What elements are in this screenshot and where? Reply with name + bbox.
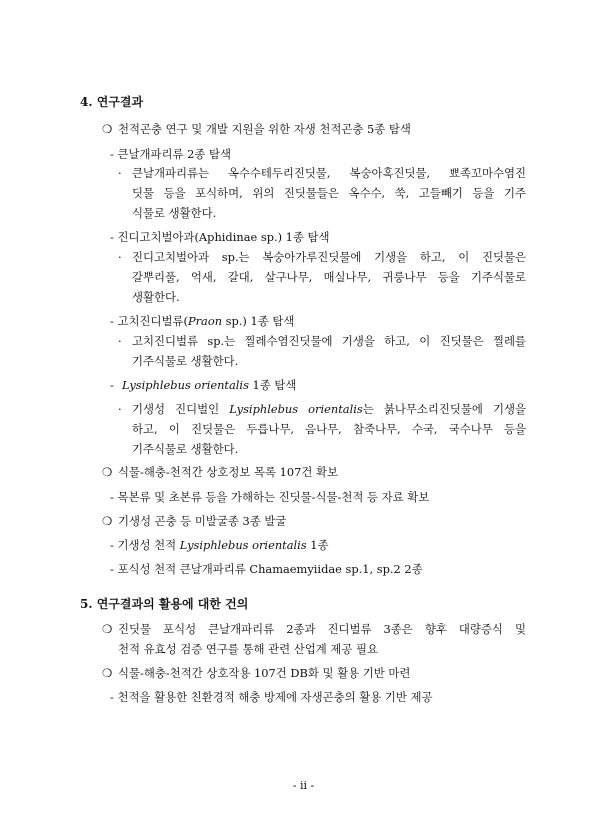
sec4-item3-sub1-species: Lysiphlebus orientalis — [179, 538, 307, 552]
sec4-sub4-line1-a: 기생성 진디벌인 — [132, 402, 230, 416]
sec4-sub4-dash: - — [110, 378, 114, 392]
sec4-sub3-bullet: · — [118, 334, 122, 348]
sec4-sub3-line2: 기주식물로 생활한다. — [132, 354, 239, 368]
sec4-sub3-label-a: - 고치진디벌류( — [110, 314, 188, 328]
sec5-item2 — [102, 665, 410, 681]
sec4-sub3-genus: Praon — [187, 314, 223, 328]
sec4-item3-text: 기생성 곤충 등 미발굴종 3종 발굴 — [118, 514, 287, 528]
sec4-sub4-line1 — [132, 401, 526, 417]
sec5-item2-text: 식물-해충-천적간 상호작용 107건 DB화 및 활용 기반 마련 — [118, 666, 411, 680]
sec4-item3-sub1-b: 1종 — [306, 538, 329, 552]
sec5-item2-sub1: - 천적을 활용한 친환경적 해충 방제에 자생곤충의 활용 기반 제공 — [110, 690, 433, 704]
sec4-sub4-label-b: 1종 탐색 — [248, 378, 297, 392]
sec4-sub1-line3: 식물로 생활한다. — [132, 206, 217, 220]
sec4-item1-text: 천적곤충 연구 및 개발 지원을 위한 자생 천적곤충 5종 탐색 — [118, 122, 411, 136]
section-4-heading: 4. 연구결과 — [80, 95, 144, 109]
sec4-item3-sub1-a: - 기생성 천적 — [110, 538, 180, 552]
sec4-sub3-label — [110, 313, 294, 329]
sec5-item1-bullet: ❍ — [102, 622, 113, 636]
sec4-sub4-line1-b: 는 붉나무소리진딧물에 기생을 — [362, 402, 526, 416]
circle-bullet-icon: ❍ — [102, 666, 113, 680]
sec4-sub1-line1: 큰날개파리류는 옥수수테두리진딧물, 복숭아혹진딧물, 뾰족꼬마수염진 — [132, 166, 526, 180]
sec4-sub3-line1: 고치진디벌류 sp.는 찔레수염진딧물에 기생을 하고, 이 진딧물은 찔레를 — [132, 334, 526, 348]
sec4-sub4-label — [110, 377, 296, 393]
sec5-item1-line1: 진딧물 포식성 큰날개파리류 2종과 진디벌류 3종은 향후 대량증식 및 — [118, 622, 526, 636]
sec4-item1 — [102, 121, 411, 137]
sec4-sub2-line1: 진디고치벌아과 sp.는 복숭아가루진딧물에 기생을 하고, 이 진딧물은 — [132, 250, 526, 264]
page-number: - ii - — [292, 779, 315, 792]
sec4-sub4-bullet: · — [118, 402, 122, 416]
sec4-sub4-line2: 하고, 이 진딧물은 두릅나무, 음나무, 참죽나무, 수국, 국수나무 등을 — [132, 422, 526, 436]
circle-bullet-icon: ❍ — [102, 122, 113, 136]
sec4-item3-sub1 — [110, 537, 329, 553]
sec4-item3-sub2: - 포식성 천적 큰날개파리류 Chamaemyiidae sp.1, sp.2 2종 — [110, 562, 423, 576]
sec4-sub2-label: - 진디고치벌아과(Aphidinae sp.) 1종 탐색 — [110, 230, 330, 244]
circle-bullet-icon: ❍ — [102, 514, 113, 528]
sec4-item2 — [102, 464, 338, 480]
section-5-heading: 5. 연구결과의 활용에 대한 건의 — [80, 597, 249, 611]
sec4-sub4-species: Lysiphlebus orientalis — [122, 378, 249, 392]
sec4-item2-sub1: - 목본류 및 초본류 등을 가해하는 진딧물-식물-천적 등 자료 확보 — [110, 490, 430, 504]
sec4-sub4-line3: 기주식물로 생활한다. — [132, 442, 239, 456]
sec4-sub1-bullet: · — [118, 166, 122, 180]
sec4-sub2-line2: 갈뿌리풀, 억새, 갈대, 살구나무, 매실나무, 귀룽나무 등을 기주식물로 — [132, 270, 526, 284]
sec4-sub3-label-b: sp.) 1종 탐색 — [222, 314, 295, 328]
circle-bullet-icon: ❍ — [102, 465, 113, 479]
sec4-item3 — [102, 513, 286, 529]
sec4-item2-text: 식물-해충-천적간 상호정보 목록 107건 확보 — [118, 465, 338, 479]
sec4-sub2-bullet: · — [118, 250, 122, 264]
sec4-sub4-line1-species: Lysiphlebus orientalis — [229, 402, 363, 416]
sec4-sub2-line3: 생활한다. — [132, 290, 180, 304]
sec4-sub1-line2: 딧물 등을 포식하며, 위의 진딧물들은 옥수수, 쑥, 고들빼기 등을 기주 — [132, 186, 526, 200]
sec4-sub1-label: - 큰날개파리류 2종 탐색 — [110, 147, 231, 161]
sec5-item1-line2: 천적 유효성 검증 연구를 통해 관련 산업계 제공 필요 — [118, 642, 379, 656]
